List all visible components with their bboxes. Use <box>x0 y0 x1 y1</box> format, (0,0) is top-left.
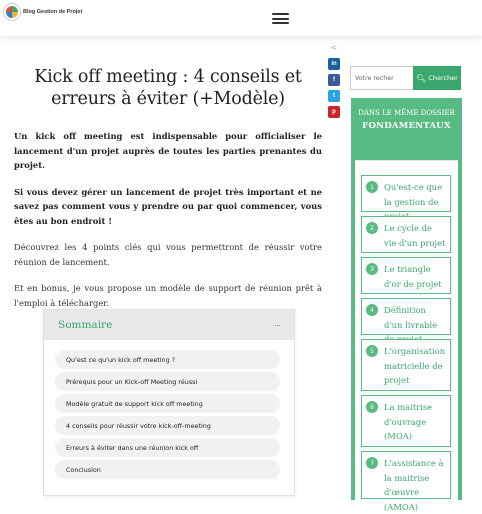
toc-item[interactable]: Qu'est ce qu'un kick off meeting ? <box>55 350 280 369</box>
dossier-item-label: Le cycle de vie d'un projet <box>384 223 446 248</box>
article-title: Kick off meeting : 4 conseils et erreurs à éviter (+Modèle) <box>34 67 302 109</box>
logo-icon <box>4 4 20 20</box>
dossier-item-label: Définition d'un livrable <box>384 305 438 330</box>
search-button-label: Chercher <box>428 74 458 82</box>
dossier-item-label: L'assistance à la maitrise d'œuvre (AMOA) <box>384 458 444 512</box>
dossier-item[interactable] <box>361 257 451 294</box>
logo-text: Blog Gestion de Projet <box>23 9 83 15</box>
search-input[interactable] <box>350 66 413 90</box>
twitter-icon[interactable]: t <box>328 90 340 102</box>
dossier-subtitle: DANS LE MÊME DOSSIER <box>358 109 455 117</box>
social-share-bar <box>328 44 340 118</box>
toc-item[interactable]: 4 conseils pour réussir votre kick-off-meeting <box>55 416 280 435</box>
toc-list <box>44 340 294 479</box>
dossier-item-number: 3 <box>366 263 378 275</box>
dossier-item[interactable] <box>361 395 451 447</box>
toc-toggle-icon[interactable]: ··· <box>274 320 280 330</box>
discover-paragraph: Découvrez les 4 points clés qui vous permettront de réussir votre réunion de lancement. <box>14 242 322 267</box>
share-icon: < <box>330 43 338 52</box>
dossier-item[interactable] <box>361 175 451 212</box>
toc-item[interactable]: Erreurs à éviter dans une réunion kick off <box>55 438 280 457</box>
dossier-item[interactable] <box>361 298 451 335</box>
toc-title: Sommaire <box>58 319 113 331</box>
dossier-item-label: Le triangle d'or de projet <box>384 264 442 289</box>
dossier-item-number: 5 <box>366 345 378 357</box>
facebook-icon[interactable]: f <box>328 74 340 86</box>
related-dossier <box>351 98 462 512</box>
dossier-item-number: 4 <box>366 304 378 316</box>
dossier-item-label: L'organisation matricielle de projet <box>384 346 446 385</box>
table-of-contents <box>43 309 295 496</box>
toc-header <box>44 310 294 340</box>
linkedin-icon[interactable]: in <box>328 58 340 70</box>
search-button[interactable] <box>413 66 461 90</box>
dossier-item-number: 2 <box>366 222 378 234</box>
dossier-item[interactable] <box>361 339 451 391</box>
dossier-item-number: 6 <box>366 401 378 413</box>
article <box>14 66 322 310</box>
question-paragraph: Si vous devez gérer un lancement de projet très important et ne savez pas comment vous y prendre ou par quoi commencer, vous êtes au bon endroit ! <box>14 186 322 226</box>
dossier-item-number: 7 <box>366 457 378 469</box>
dossier-item[interactable] <box>361 216 451 253</box>
toc-item[interactable]: Conclusion <box>55 460 280 479</box>
dossier-header <box>351 98 462 131</box>
sidebar-search <box>350 66 462 90</box>
dossier-item-number: 1 <box>366 181 378 193</box>
bonus-paragraph: Et en bonus, je vous propose un modèle de support de réunion prêt à l'emploi à télécharger. <box>14 283 322 308</box>
site-logo[interactable] <box>4 4 82 20</box>
pinterest-icon[interactable]: p <box>328 106 340 118</box>
toc-item[interactable]: Prérequis pour un Kick-off Meeting réussi <box>55 372 280 391</box>
toc-item[interactable]: Modèle gratuit de support kick off meeting <box>55 394 280 413</box>
dossier-item-label: La maitrise d'ouvrage (MOA) <box>384 402 433 441</box>
site-header <box>0 0 482 36</box>
dossier-title: FONDAMENTAUX <box>362 121 451 131</box>
dossier-item-label: Qu'est-ce que la gestion de <box>384 182 443 207</box>
dossier-list <box>355 160 458 512</box>
search-icon: 🔍︎ <box>416 73 427 83</box>
menu-icon[interactable] <box>272 13 289 24</box>
dossier-item[interactable] <box>361 451 451 512</box>
intro-paragraph: Un kick off meeting est indispensable pour officialiser le lancement d'un projet auprès de toutes les parties prenantes du projet. <box>14 131 322 170</box>
